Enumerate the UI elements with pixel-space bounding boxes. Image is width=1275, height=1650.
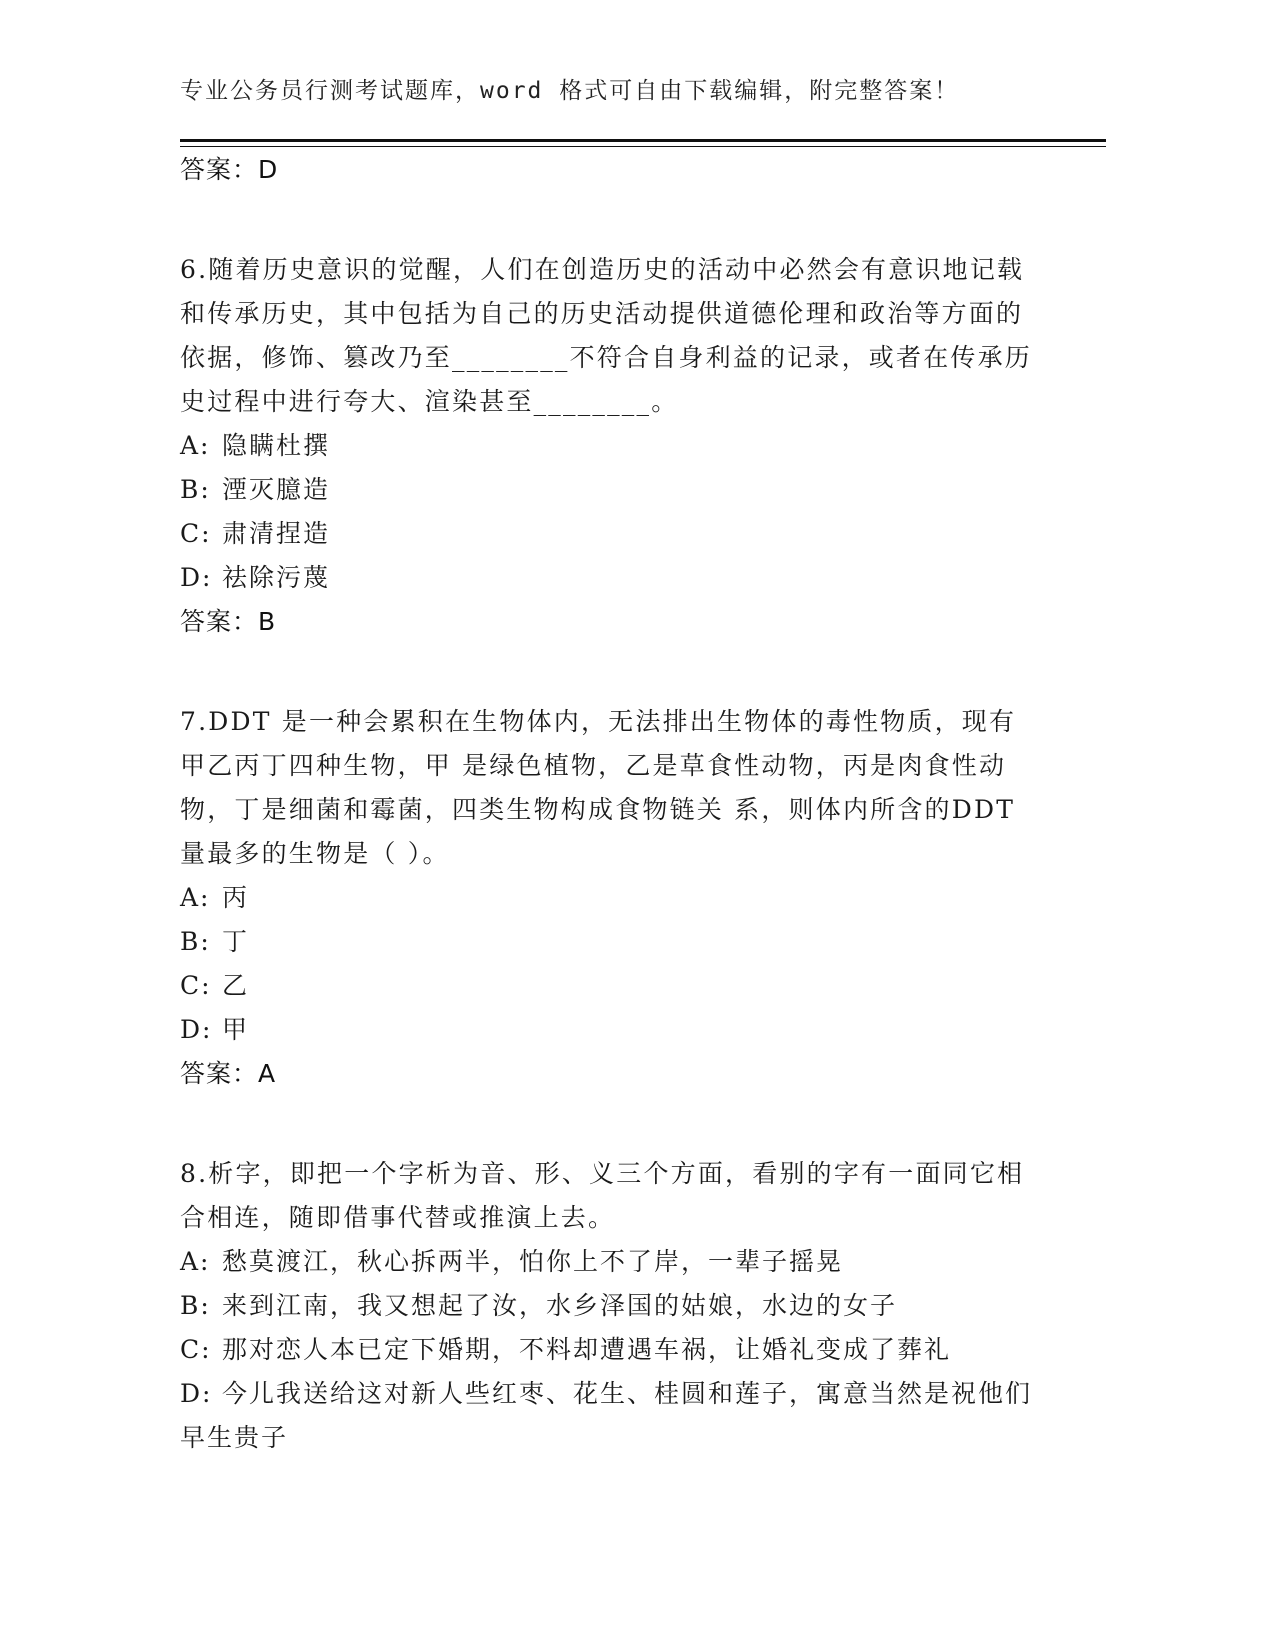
option-key: A: [180, 431, 211, 460]
option-text: 湮灭臆造 [222, 475, 331, 504]
question-stem: 6.随着历史意识的觉醒，人们在创造历史的活动中必然会有意识地记载和传承历史，其中包括为自己的历史活动提供道德伦理和政治等方面的依据，修饰、篡改乃至________不符合自身利益的记录，或者在传承历史过程中进行夸大、渲染甚至________。 [180, 255, 1033, 416]
option-key: A: [180, 1247, 211, 1276]
question-6 [180, 248, 1040, 644]
answer-line: 答案：A [180, 1059, 277, 1088]
page-header: 专业公务员行测考试题库，word 格式可自由下载编辑，附完整答案！ [180, 78, 960, 104]
option-text: 甲 [222, 1015, 250, 1044]
question-stem: 7.DDT 是一种会累积在生物体内，无法排出生物体的毒性物质，现有甲乙丙丁四种生物，甲 是绿色植物，乙是草食性动物，丙是肉食性动物，丁是细菌和霉菌，四类生物构成食物链关 系，则体内所含的DDT 量最多的生物是（ ）。 [180, 707, 1017, 868]
option-text: 乙 [222, 971, 250, 1000]
option-text: 丁 [222, 927, 250, 956]
option-d [180, 1008, 1040, 1052]
option-text: 那对恋人本已定下婚期，不料却遭遇车祸，让婚礼变成了葬礼 [222, 1335, 952, 1364]
option-text: 今儿我送给这对新人些红枣、花生、桂圆和莲子，寓意当然是祝他们早生贵子 [180, 1379, 1033, 1452]
option-d [180, 1372, 1040, 1460]
option-c [180, 512, 1040, 556]
option-b [180, 1284, 1040, 1328]
option-a [180, 1240, 1040, 1284]
document-body [180, 148, 1040, 1460]
option-key: C: [180, 1335, 212, 1364]
option-key: B: [180, 1291, 211, 1320]
option-c [180, 964, 1040, 1008]
option-key: D: [180, 1379, 213, 1408]
option-text: 丙 [222, 883, 250, 912]
option-b [180, 920, 1040, 964]
option-text: 隐瞒杜撰 [222, 431, 331, 460]
header-rule-thick [180, 139, 1106, 142]
question-8 [180, 1152, 1040, 1460]
header-rule-thin [180, 146, 1106, 147]
option-key: C: [180, 519, 212, 548]
question-stem: 8.析字，即把一个字析为音、形、义三个方面，看别的字有一面同它相合相连，随即借事代替或推演上去。 [180, 1159, 1025, 1232]
option-key: C: [180, 971, 212, 1000]
option-key: D: [180, 1015, 213, 1044]
option-key: B: [180, 475, 211, 504]
option-b [180, 468, 1040, 512]
option-text: 愁莫渡江，秋心拆两半，怕你上不了岸，一辈子摇晃 [222, 1247, 844, 1276]
option-text: 来到江南，我又想起了汝，水乡泽国的姑娘，水边的女子 [222, 1291, 898, 1320]
option-text: 祛除污蔑 [222, 563, 331, 592]
option-d [180, 556, 1040, 600]
option-key: A: [180, 883, 211, 912]
option-a [180, 424, 1040, 468]
option-key: B: [180, 927, 211, 956]
answer-line: 答案：D [180, 155, 279, 184]
answer-line: 答案：B [180, 607, 277, 636]
question-7 [180, 700, 1040, 1096]
option-a [180, 876, 1040, 920]
option-key: D: [180, 563, 213, 592]
option-text: 肃清捏造 [222, 519, 331, 548]
option-c [180, 1328, 1040, 1372]
